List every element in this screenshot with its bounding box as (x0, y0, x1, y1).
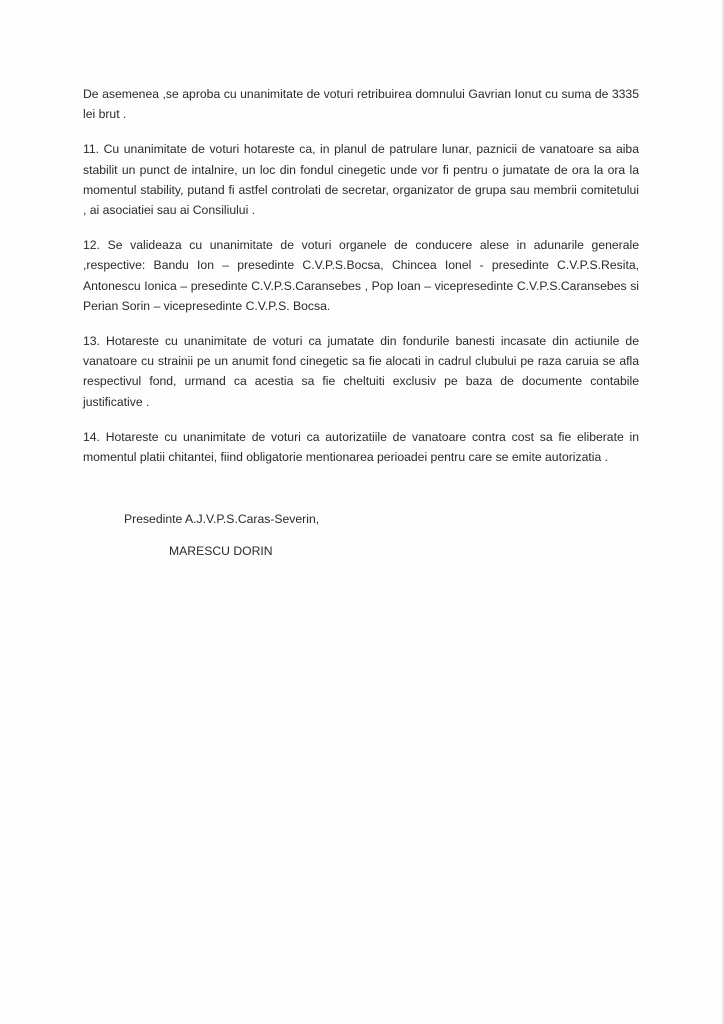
paragraph-intro: De asemenea ,se aproba cu unanimitate de voturi retribuirea domnului Gavrian Ionut cu suma de 3335 lei brut . (83, 87, 639, 122)
paragraph-14: 14. Hotareste cu unanimitate de voturi ca autorizatiile de vanatoare contra cost sa fie eliberate in momentul platii chitantei, fiind obligatorie mentionarea perioadei pentru care se emite autorizatia . (83, 429, 639, 465)
paragraph-13: 13. Hotareste cu unanimitate de voturi ca jumatate din fondurile banesti incasate din actiunile de vanatoare cu strainii pe un anumit fond cinegetic sa fie alocati in cadrul clubului pe raza caruia se afla respectivul fond, urmand ca acestia sa fie cheltuiti exclusiv pe baza de documente contabile justificative . (83, 334, 639, 409)
paragraph-12: 12. Se valideaza cu unanimitate de voturi organele de conducere alese in adunarile generale ,respective: Bandu Ion – presedinte C.V.P.S.Bocsa, Chincea Ionel - presedinte C.V.P.S.Resita, Antonescu Ionica – presedinte C.V.P.S.Caransebes , Pop Ioan – vicepresedinte C.V.P.S.Caransebes si Perian Sorin – vicepresedinte C.V.P.S. Bocsa. (83, 238, 639, 313)
signature-name: MARESCU DORIN (169, 544, 273, 558)
signature-block (124, 509, 319, 561)
document-body (83, 84, 639, 482)
paragraph-11: 11. Cu unanimitate de voturi hotareste ca, in planul de patrulare lunar, paznicii de vanatoare sa aiba stabilit un punct de intalnire, un loc din fondul cinegetic unde vor fi pentru o jumatate de ora la ora la momentul stability, putand fi astfel controlati de secretar, organizator de grupa sau membrii comitetului , ai asociatiei sau ai Consiliului . (83, 142, 639, 218)
signature-title: Presedinte A.J.V.P.S.Caras-Severin, (124, 512, 320, 526)
